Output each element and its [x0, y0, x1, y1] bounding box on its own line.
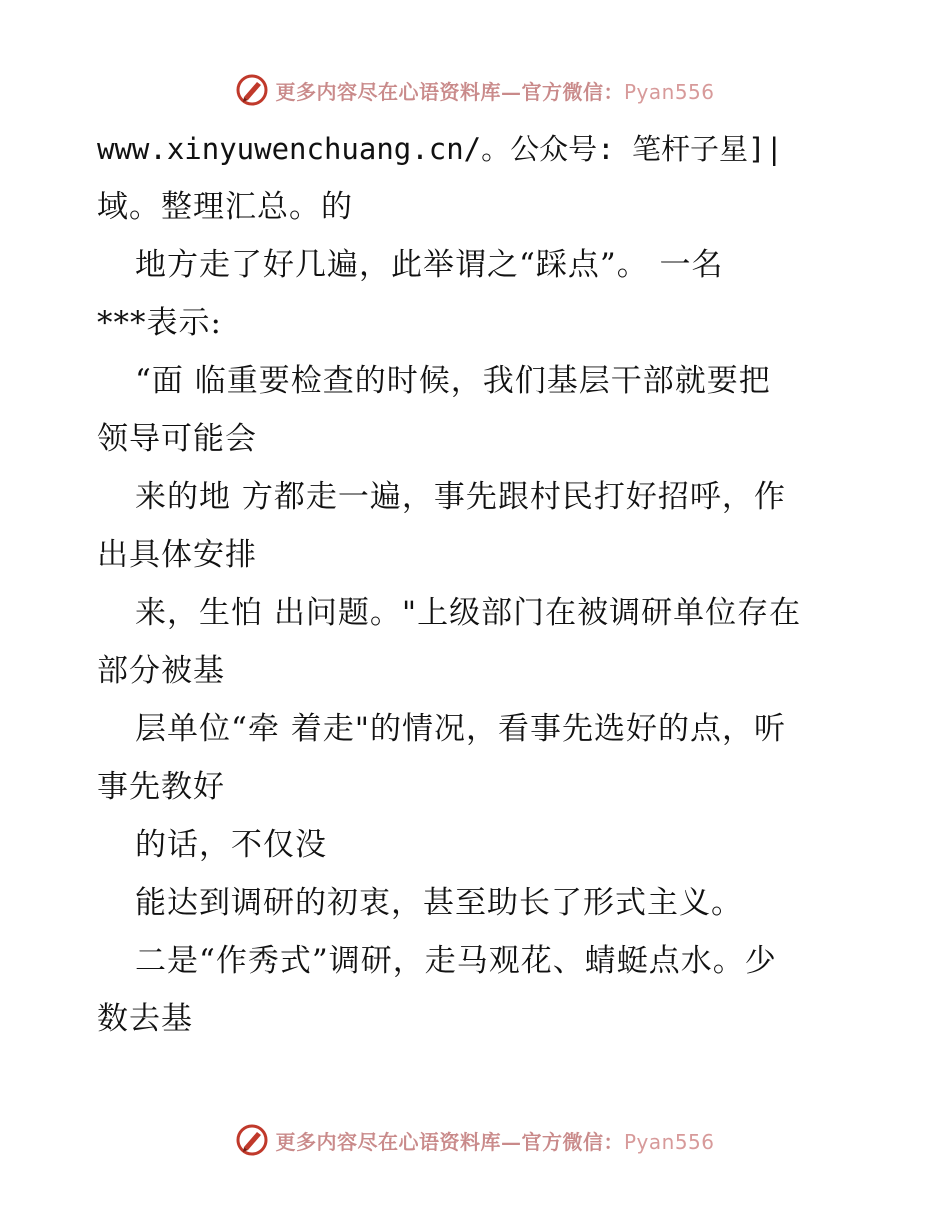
- text-line: 地方走了好几遍，此举谓之“踩点”。 一名: [135, 247, 724, 283]
- text-line: 来，生怕 出问题。"上级部门在被调研单位存在: [135, 595, 802, 631]
- text-line: 来的地 方都走一遍，事先跟村民打好招呼，作: [135, 479, 786, 515]
- text-line: 事先教好: [97, 769, 225, 805]
- text-line: ***表示:: [97, 305, 222, 341]
- pen-logo-icon: [235, 1123, 269, 1157]
- text-line: 领导可能会: [97, 421, 257, 457]
- pen-logo-icon: [235, 73, 269, 107]
- text-line: 二是“作秀式”调研，走马观花、蜻蜓点水。少: [135, 943, 777, 979]
- text-line: www.xinyuwenchuang.cn/。公众号: 笔杆子星]|: [97, 132, 783, 166]
- text-line: 部分被基: [97, 653, 225, 689]
- text-line: 能达到调研的初衷，甚至助长了形式主义。: [135, 885, 743, 921]
- text-line: 层单位“牵 着走"的情况，看事先选好的点，听: [135, 711, 786, 747]
- document-body: [97, 120, 867, 1048]
- text-line: “面 临重要检查的时候，我们基层干部就要把: [135, 363, 771, 399]
- header-watermark: [0, 70, 950, 110]
- watermark-text: 更多内容尽在心语资料库—官方微信：Pyan556: [275, 1129, 715, 1154]
- text-line: 的话，不仅没: [135, 827, 327, 863]
- text-line: 域。整理汇总。的: [97, 189, 353, 225]
- watermark-text: 更多内容尽在心语资料库—官方微信：Pyan556: [275, 79, 715, 104]
- text-line: 数去基: [97, 1001, 193, 1037]
- footer-watermark: [0, 1120, 950, 1160]
- text-line: 出具体安排: [97, 537, 257, 573]
